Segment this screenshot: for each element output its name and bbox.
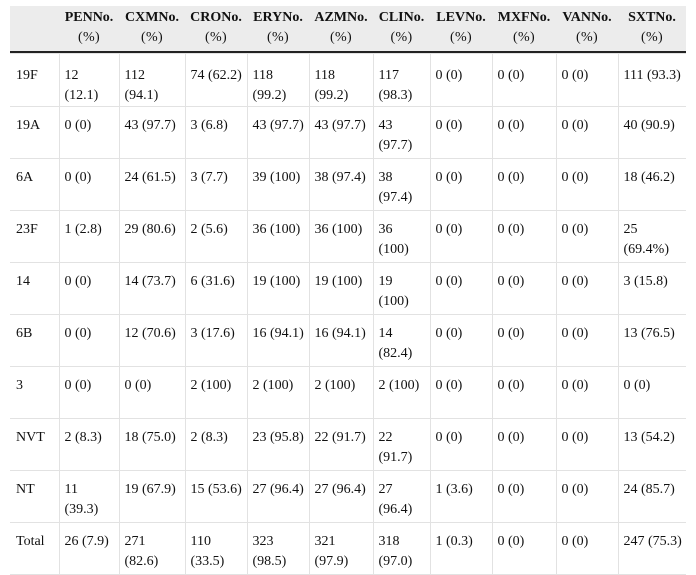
table-cell: 1 (2.8) [59,211,119,263]
column-header-cxm [119,6,185,52]
table-cell: 118 (99.2) [247,54,309,107]
table-cell: 19 (67.9) [119,471,185,523]
table-cell: 0 (0) [430,54,492,107]
column-header-label: VANNo. [562,10,612,25]
column-header-van [556,6,618,52]
column-header-label: AZMNo. [314,10,368,25]
table-cell: 16 (94.1) [309,315,373,367]
table-row [10,107,686,159]
column-header-sublabel: (%) [641,30,663,45]
table-row [10,315,686,367]
table-cell: 0 (0) [492,107,556,159]
table-cell: 36 (100) [373,211,430,263]
column-header-sublabel: (%) [267,30,289,45]
column-header-label: ERYNo. [253,10,303,25]
table-cell: 27 (96.4) [373,471,430,523]
table-cell: 0 (0) [430,211,492,263]
table-row [10,159,686,211]
table-cell: 2 (100) [373,367,430,419]
table-cell: 22 (91.7) [309,419,373,471]
table-cell: 27 (96.4) [247,471,309,523]
table-cell: 39 (100) [247,159,309,211]
table-cell: 111 (93.3) [618,54,686,107]
column-header-cli [373,6,430,52]
table-cell: 38 (97.4) [309,159,373,211]
table-header [10,6,686,52]
column-header-sublabel: (%) [205,30,227,45]
table-cell: 24 (61.5) [119,159,185,211]
header-blank-cell [10,6,59,52]
table-row [10,54,686,107]
table-cell: 19 (100) [373,263,430,315]
table-cell: 0 (0) [556,523,618,575]
table-cell: 26 (7.9) [59,523,119,575]
column-header-label: CXMNo. [124,10,180,25]
table-cell: 3 (17.6) [185,315,247,367]
table-cell: 23 (95.8) [247,419,309,471]
table-cell: 110 (33.5) [185,523,247,575]
table-cell: 14 (82.4) [373,315,430,367]
row-label: 14 [10,263,59,315]
table-cell: 15 (53.6) [185,471,247,523]
row-label: 3 [10,367,59,419]
table-cell: 0 (0) [492,159,556,211]
table-cell: 0 (0) [492,315,556,367]
table-cell: 36 (100) [247,211,309,263]
table-cell: 0 (0) [556,211,618,263]
table-cell: 0 (0) [556,367,618,419]
row-label: NT [10,471,59,523]
column-header-label: CRONo. [190,10,242,25]
table-cell: 0 (0) [556,54,618,107]
table-cell: 0 (0) [556,315,618,367]
column-header-sublabel: (%) [330,30,352,45]
table-row [10,523,686,575]
header-row [10,6,686,52]
table-body [10,52,686,575]
table-cell: 323 (98.5) [247,523,309,575]
resistance-table-container [10,6,686,575]
column-header-label: CLINo. [378,10,425,25]
table-cell: 0 (0) [556,263,618,315]
table-cell: 0 (0) [618,367,686,419]
table-cell: 74 (62.2) [185,54,247,107]
table-cell: 2 (100) [185,367,247,419]
table-cell: 18 (46.2) [618,159,686,211]
table-cell: 12 (12.1) [59,54,119,107]
table-cell: 29 (80.6) [119,211,185,263]
table-cell: 43 (97.7) [373,107,430,159]
table-cell: 18 (75.0) [119,419,185,471]
table-cell: 0 (0) [59,159,119,211]
table-cell: 27 (96.4) [309,471,373,523]
table-cell: 43 (97.7) [247,107,309,159]
table-cell: 0 (0) [59,315,119,367]
table-cell: 0 (0) [430,315,492,367]
table-cell: 0 (0) [556,159,618,211]
table-cell: 24 (85.7) [618,471,686,523]
table-cell: 0 (0) [430,159,492,211]
table-cell: 16 (94.1) [247,315,309,367]
table-cell: 11 (39.3) [59,471,119,523]
table-row [10,471,686,523]
table-cell: 321 (97.9) [309,523,373,575]
table-cell: 0 (0) [430,367,492,419]
table-cell: 0 (0) [492,523,556,575]
table-cell: 6 (31.6) [185,263,247,315]
table-cell: 0 (0) [492,54,556,107]
row-label: 6B [10,315,59,367]
column-header-label: LEVNo. [436,10,486,25]
table-cell: 0 (0) [492,419,556,471]
table-cell: 0 (0) [556,419,618,471]
table-cell: 112 (94.1) [119,54,185,107]
resistance-table [10,6,686,575]
table-cell: 0 (0) [556,107,618,159]
table-cell: 40 (90.9) [618,107,686,159]
column-header-label: SXTNo. [628,10,676,25]
table-cell: 38 (97.4) [373,159,430,211]
column-header-pen [59,6,119,52]
row-label: Total [10,523,59,575]
table-cell: 13 (76.5) [618,315,686,367]
table-cell: 0 (0) [430,263,492,315]
table-cell: 0 (0) [59,263,119,315]
row-label: NVT [10,419,59,471]
table-cell: 0 (0) [492,211,556,263]
table-cell: 19 (100) [247,263,309,315]
table-cell: 43 (97.7) [309,107,373,159]
table-cell: 247 (75.3) [618,523,686,575]
table-cell: 0 (0) [59,107,119,159]
table-cell: 118 (99.2) [309,54,373,107]
table-cell: 1 (3.6) [430,471,492,523]
column-header-sublabel: (%) [141,30,163,45]
column-header-cro [185,6,247,52]
row-label: 6A [10,159,59,211]
row-label: 23F [10,211,59,263]
column-header-sublabel: (%) [513,30,535,45]
column-header-sxt [618,6,686,52]
table-cell: 13 (54.2) [618,419,686,471]
row-label: 19A [10,107,59,159]
table-cell: 43 (97.7) [119,107,185,159]
column-header-sublabel: (%) [390,30,413,45]
table-cell: 0 (0) [492,367,556,419]
table-cell: 2 (100) [247,367,309,419]
table-cell: 0 (0) [59,367,119,419]
column-header-azm [309,6,373,52]
table-cell: 117 (98.3) [373,54,430,107]
table-cell: 3 (15.8) [618,263,686,315]
table-cell: 2 (5.6) [185,211,247,263]
table-cell: 0 (0) [492,263,556,315]
table-row [10,263,686,315]
table-cell: 0 (0) [492,471,556,523]
column-header-sublabel: (%) [450,30,472,45]
table-cell: 19 (100) [309,263,373,315]
table-cell: 2 (100) [309,367,373,419]
table-cell: 2 (8.3) [185,419,247,471]
row-label: 19F [10,54,59,107]
table-cell: 25 (69.4%) [618,211,686,263]
column-header-mxf [492,6,556,52]
table-cell: 14 (73.7) [119,263,185,315]
table-cell: 22 (91.7) [373,419,430,471]
table-cell: 0 (0) [556,471,618,523]
table-cell: 3 (7.7) [185,159,247,211]
column-header-label: PENNo. [64,10,114,25]
table-cell: 1 (0.3) [430,523,492,575]
table-row [10,211,686,263]
table-cell: 12 (70.6) [119,315,185,367]
table-cell: 0 (0) [430,419,492,471]
table-row [10,367,686,419]
table-cell: 0 (0) [430,107,492,159]
table-cell: 318 (97.0) [373,523,430,575]
column-header-label: MXFNo. [497,10,551,25]
table-cell: 2 (8.3) [59,419,119,471]
table-cell: 0 (0) [119,367,185,419]
column-header-ery [247,6,309,52]
column-header-sublabel: (%) [78,30,100,45]
column-header-lev [430,6,492,52]
table-cell: 36 (100) [309,211,373,263]
table-row [10,419,686,471]
table-cell: 3 (6.8) [185,107,247,159]
column-header-sublabel: (%) [576,30,598,45]
table-cell: 271 (82.6) [119,523,185,575]
